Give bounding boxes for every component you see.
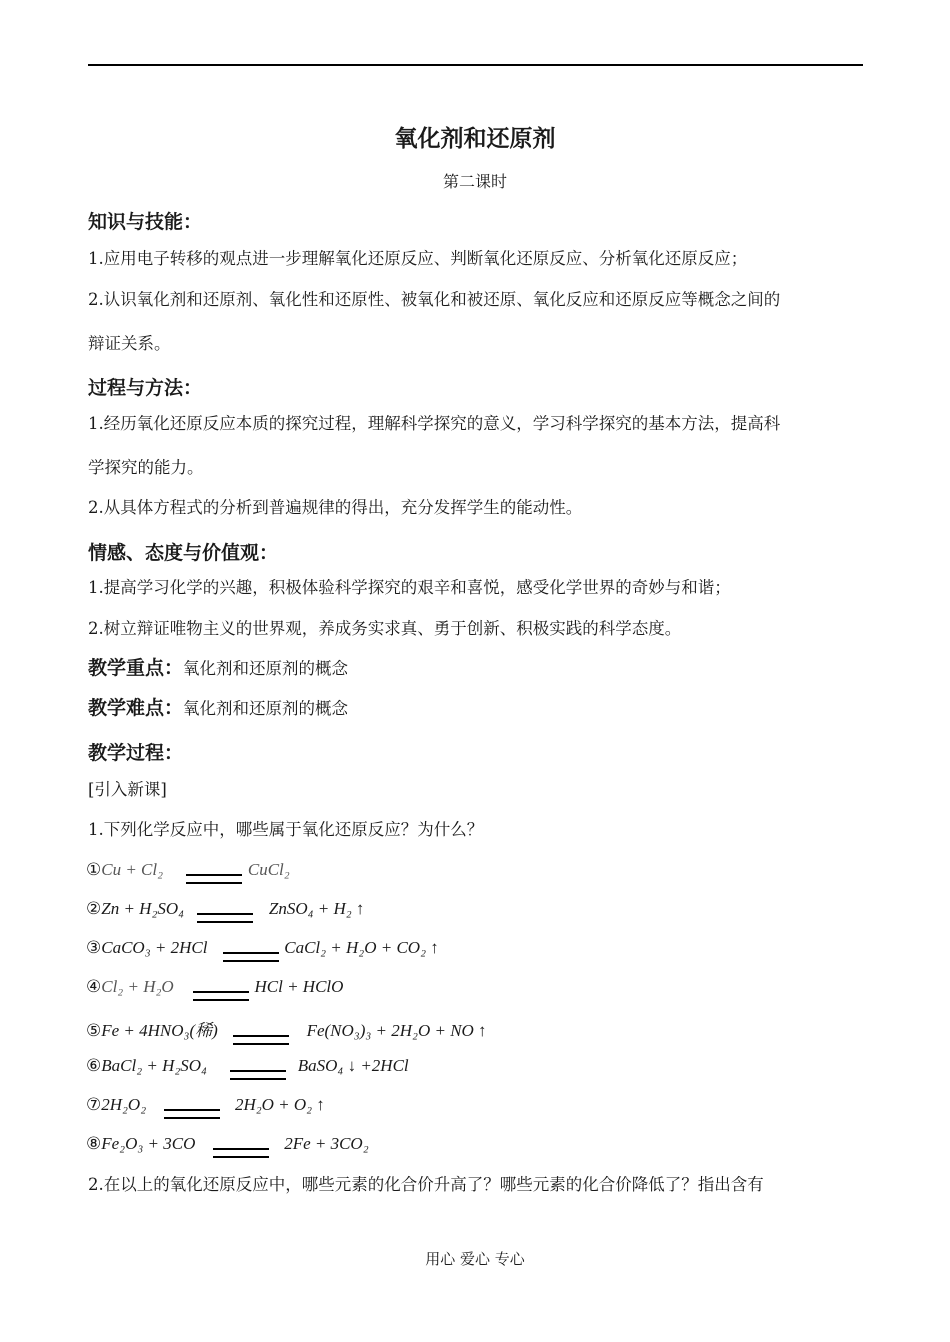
equation-1 (86, 860, 290, 880)
knowledge-item-2a: 2.认识氧化剂和还原剂、氧化性和还原性、被氧化和被还原、氧化反应和还原反应等概念之间的 (88, 290, 781, 309)
equals-sign (186, 874, 242, 884)
reactants: BaCl₂ + H₂SO₄ (101, 1056, 207, 1075)
process-item-1a: 1.经历氧化还原反应本质的探究过程，理解科学探究的意义，学习科学探究的基本方法，提高科 (88, 414, 781, 433)
equals-sign (230, 1070, 286, 1080)
equation-3 (86, 938, 439, 958)
products: 2H₂O + O₂ ↑ (234, 1095, 325, 1114)
question-1: 1.下列化学反应中，哪些属于氧化还原反应？为什么？ (88, 820, 484, 839)
emotion-item-2: 2.树立辩证唯物主义的世界观，养成务实求真、勇于创新、积极实践的科学态度。 (88, 619, 682, 638)
equals-sign (193, 991, 249, 1001)
equals-sign (233, 1035, 289, 1045)
equation-4 (86, 977, 343, 997)
equation-number: ④ (86, 977, 102, 997)
equation-number: ⑦ (86, 1095, 102, 1115)
reactants: 2H₂O₂ (101, 1095, 147, 1114)
equation-number: ① (86, 860, 102, 880)
products: Fe(NO₃)₃ + 2H₂O + NO ↑ (306, 1021, 487, 1040)
emotion-heading: 情感、态度与价值观： (88, 542, 279, 564)
products: 2Fe + 3CO₂ (284, 1134, 369, 1153)
equation-number: ③ (86, 938, 102, 958)
equation-number: ⑤ (86, 1021, 102, 1041)
products: ZnSO₄ + H₂ ↑ (268, 899, 365, 918)
products: HCl + HClO (254, 977, 344, 996)
reactants: Cu + Cl₂ (101, 860, 164, 879)
knowledge-item-1: 1.应用电子转移的观点进一步理解氧化还原反应、判断氧化还原反应、分析氧化还原反应； (88, 249, 748, 268)
question-2: 2.在以上的氧化还原反应中，哪些元素的化合价升高了？哪些元素的化合价降低了？指出含有 (88, 1175, 764, 1194)
equation-2 (86, 899, 364, 919)
teaching-focus (88, 658, 863, 679)
equals-sign (213, 1148, 269, 1158)
focus-text: 氧化剂和还原剂的概念 (183, 659, 349, 678)
process-item-2: 2.从具体方程式的分析到普遍规律的得出，充分发挥学生的能动性。 (88, 498, 583, 517)
equation-6 (86, 1056, 409, 1076)
equals-sign (223, 952, 279, 962)
reactants: Cl₂ + H₂O (101, 977, 174, 996)
page-footer: 用心 爱心 专心 (425, 1250, 525, 1268)
equals-sign (164, 1109, 220, 1119)
products: CaCl₂ + H₂O + CO₂ ↑ (284, 938, 439, 957)
equation-number: ⑥ (86, 1056, 102, 1076)
equation-7 (86, 1095, 325, 1115)
equation-number: ② (86, 899, 102, 919)
products: CuCl₂ (247, 860, 290, 879)
difficulty-text: 氧化剂和还原剂的概念 (183, 699, 349, 718)
teaching-difficulty (88, 698, 863, 719)
focus-label: 教学重点： (88, 657, 184, 679)
equation-number: ⑧ (86, 1134, 102, 1154)
difficulty-label: 教学难点： (88, 697, 184, 719)
products: BaSO₄ ↓ +2HCl (297, 1056, 409, 1075)
header-rule (88, 64, 863, 66)
page-subtitle: 第二课时 (442, 172, 507, 191)
equals-sign (197, 913, 253, 923)
equation-5 (86, 1016, 487, 1041)
reactants: CaCO₃ + 2HCl (101, 938, 208, 957)
equation-8 (86, 1134, 369, 1154)
reactants: Fe₂O₃ + 3CO (101, 1134, 196, 1153)
procedure-heading: 教学过程： (88, 742, 184, 764)
emotion-item-1: 1.提高学习化学的兴趣，积极体验科学探究的艰辛和喜悦，感受化学世界的奇妙与和谐； (88, 578, 731, 597)
intro-label: [引入新课] (88, 780, 167, 799)
page-title: 氧化剂和还原剂 (394, 126, 556, 152)
process-heading: 过程与方法： (88, 377, 203, 399)
knowledge-item-2b: 辩证关系。 (88, 334, 171, 353)
knowledge-heading: 知识与技能： (88, 211, 203, 233)
process-item-1b: 学探究的能力。 (88, 458, 204, 477)
reactants: Zn + H₂SO₄ (101, 899, 185, 918)
reactants: Fe + 4HNO₃(稀) (101, 1021, 218, 1040)
